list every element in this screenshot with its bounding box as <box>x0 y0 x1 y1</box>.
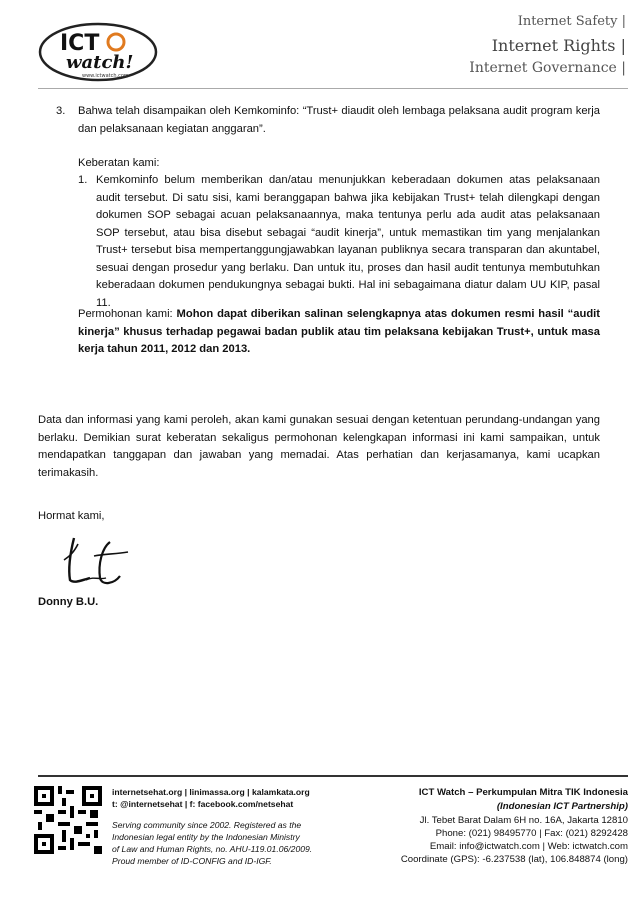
request-text: Mohon dapat diberikan salinan selengkapnya atas dokumen resmi hasil “audit kinerja” khusus terhadap pegawai badan publik atau tim pelaksana kebijakan Trust+, untuk masa kerja tahun 2011, 2012 dan 2013. <box>78 308 600 355</box>
salutation: Hormat kami, <box>38 510 105 522</box>
footer-email: Email: info@ictwatch.com | Web: ictwatch.com <box>429 841 628 852</box>
ict-watch-logo <box>38 20 158 82</box>
footer-org-rest: Watch – Perkumpulan Mitra TIK Indonesia <box>434 787 628 798</box>
footer-phone: Phone: (021) 98495770 | Fax: (021) 8292428 <box>435 828 628 839</box>
footer-org-sub: (Indonesian ICT Partnership) <box>496 801 628 812</box>
logo-url: www.ictwatch.com <box>82 73 129 79</box>
request-label: Permohonan kami: <box>78 308 177 320</box>
signer-name-text: Donny B.U. <box>38 596 99 608</box>
footer-note-2: Indonesian legal entity by the Indonesian Ministry <box>112 832 300 842</box>
footer-address: Jl. Tebet Barat Dalam 6H no. 16A, Jakarta 12810 <box>419 815 628 826</box>
signer-name <box>38 594 98 612</box>
item-text: Bahwa telah disampaikan oleh Kemkominfo: “Trust+ diaudit oleh lembaga pelaksana audit program kerja dan pelaksanaan kegiatan anggaran”. <box>78 105 600 135</box>
objection-text: Kemkominfo belum memberikan dan/atau menunjukkan keberadaan dokumen atas pelaksanaan audit tersebut. Di satu sisi, kami beranggapan bahwa jika kebijakan Trust+ telah dilengkapi dengan dokumen SOP sebagai acuan pelaksanaannya, maka tentunya perlu ada audit atas pelaksanaan SOP tersebut, atau bisa disebut sebagai “audit kinerja”, untuk memastikan tim yang menjalankan Trust+ tersebut bisa mempertanggungjawabkan layanan publiknya secara transparan dan akuntabel, sesuai dengan prosedur yang berlaku. Dan untuk itu, proses dan hasil audit tentunya membutuhkan keberadaan dokumen pendukungnya sebagai bukti. Hal ini sebagaimana diatur dalam UU KIP, pasal 11. <box>96 174 600 309</box>
logo-text-top: ICT <box>60 31 100 56</box>
tagline-internet-safety: Internet Safety | <box>517 14 626 29</box>
header-divider <box>38 88 628 89</box>
signature-image <box>60 534 140 595</box>
request-paragraph <box>78 306 600 359</box>
tagline-internet-governance: Internet Governance | <box>469 60 626 76</box>
footer-org-bold: ICT <box>418 787 435 798</box>
objection-number: 1. <box>78 174 88 186</box>
logo-text-script: watch! <box>66 52 134 73</box>
footer-org-name <box>360 786 628 799</box>
closing-paragraph: Data dan informasi yang kami peroleh, akan kami gunakan sesuai dengan ketentuan perundang-undangan yang berlaku. Demikian surat keberatan sekaligus permohonan kelengkapan informasi ini kami sampaikan, untuk mendapatkan tanggapan dan jawaban yang memadai. Atas perhatian dan kerjasamanya, kami ucapkan terimakasih. <box>38 414 600 479</box>
footer-note-3: of Law and Human Rights, no. AHU-119.01.06/2009. <box>112 844 313 854</box>
footer-divider <box>38 775 628 777</box>
footer-note-4: Proud member of ID-CONFIG and ID-IGF. <box>112 856 272 866</box>
footer-sites: internetsehat.org | linimassa.org | kalamkata.org <box>112 787 310 797</box>
tagline-internet-rights: Internet Rights | <box>491 36 626 55</box>
footer-social: t: @internetsehat | f: facebook.com/netsehat <box>112 799 294 809</box>
objection-heading: Keberatan kami: <box>78 157 160 169</box>
item-number: 3. <box>56 105 66 117</box>
footer-coords: Coordinate (GPS): -6.237538 (lat), 106.848874 (long) <box>400 854 628 865</box>
footer-note-1: Serving community since 2002. Registered as the <box>112 820 302 830</box>
qr-code <box>34 786 102 854</box>
